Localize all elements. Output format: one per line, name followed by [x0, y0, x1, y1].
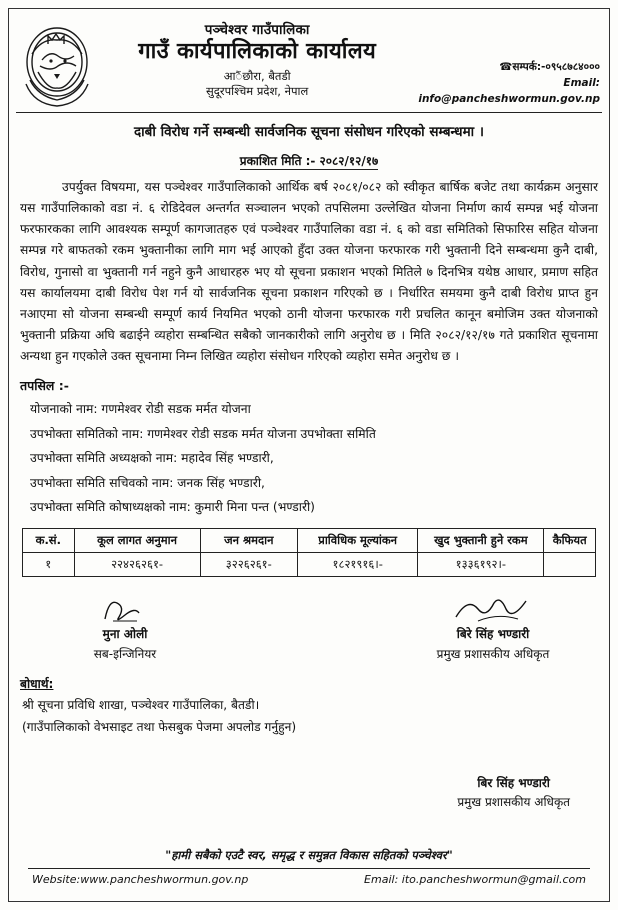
signature-left-name: मुना ओली: [102, 627, 148, 642]
email-address: info@pancheshwormun.gov.np: [418, 92, 600, 105]
signature-right-name: बिरे सिंह भण्डारी: [456, 627, 530, 642]
cell-estimate: २२४२६२६१-: [74, 553, 200, 577]
cell-remarks: [544, 553, 596, 577]
cc-recipient: श्री सूचना प्रविधि शाखा, पञ्चेश्वर गाउँपालिका, बैतडी।: [22, 698, 260, 713]
signature-scribble-right-icon: [408, 595, 578, 625]
signature-right: [408, 595, 578, 663]
municipality-name: पञ्चेश्वर गाउँपालिका: [204, 22, 310, 38]
phone-number: ☎सम्पर्क:-०९५८७८४०००: [499, 61, 600, 73]
tapsil-line-4: उपभोक्ता समिति सचिवको नाम: जनक सिंह भण्डारी,: [30, 475, 265, 490]
footer-email[interactable]: Email: ito.pancheshwormun@gmail.com: [364, 873, 586, 886]
cell-net-payment: १३३६१९२।-: [418, 553, 544, 577]
cc-block: [14, 664, 604, 738]
notice-subject: दाबी विरोध गर्ने सम्बन्धी सार्वजनिक सूचना संसोधन गरिएको सम्बन्धमा ।: [134, 124, 484, 140]
tapsil-line-3: उपभोक्ता समिति अध्यक्षको नाम: महादेव सिंह भण्डारी,: [30, 451, 274, 466]
signature-second-title: प्रमुख प्रशासकीय अधिकृत: [457, 795, 570, 810]
signature-second-name: बिर सिंह भण्डारी: [477, 776, 550, 790]
signature-scribble-left-icon: [40, 595, 210, 625]
tapsil-line-2: उपभोक्ता समितिको नाम: गणमेश्वर रोडी सडक मर्मत योजना उपभोक्ता समिति: [30, 426, 376, 441]
signature-left-title: सब-इन्जिनियर: [93, 646, 157, 661]
nepal-government-emblem-icon: [18, 20, 96, 108]
tapsil-line-1: योजनाको नाम: गणमेश्वर रोडी सडक मर्मत योजना: [30, 402, 251, 417]
page-footer: [28, 848, 590, 886]
amounts-table: [22, 528, 596, 577]
cell-sn: १: [23, 553, 75, 577]
signature-right-title: प्रमुख प्रशासकीय अधिकृत: [436, 646, 550, 661]
cell-technical-eval: १८२१९१६।-: [298, 553, 418, 577]
signature-second-right: [457, 774, 570, 812]
letterhead-titles: [96, 20, 418, 98]
page-content: [14, 14, 604, 896]
col-estimate: कूल लागत अनुमान: [74, 529, 200, 553]
tapsil-heading: तपसिल :-: [20, 378, 69, 394]
office-province: सुदूरपश्चिम प्रदेश, नेपाल: [206, 84, 309, 99]
tapsil-line-5: उपभोक्ता समिति कोषाध्यक्षको नाम: कुमारी मिना पन्त (भण्डारी): [30, 500, 315, 515]
cell-labor: ३२२६२६१-: [200, 553, 297, 577]
col-sn: क.सं.: [23, 529, 75, 553]
signature-row: [14, 595, 604, 663]
published-date-text: प्रकाशित मिति :- २०८२/१२/१७: [239, 154, 379, 168]
letterhead: [14, 14, 604, 110]
email-line: [418, 76, 600, 108]
notice-body: उपर्युक्त विषयमा, यस पञ्चेश्वर गाउँपालिकाको आर्थिक बर्ष २०८१/०८२ को स्वीकृत बार्षिक बजेट तथा कार्यक्रम अनुसार यस गाउँपालिकाको वडा नं. ६ रोडिदेवल अन्तर्गत सञ्चालन भएको तपसिलमा उल्लेखित योजना निर्माण कार्य सम्पन्न भई योजना फरफारकका लागि आवश्यक सम्पूर्ण कागजातहरु एवं पञ्चेश्वर गाउँपालिका वडा नं. ६ को वडा समितिको सिफारिस सहित योजना सम्पन्न गरे बाफतको रकम भुक्तानीका लागि माग भई आएको हुँदा उक्त योजना फरफारक गरी भुक्तानी दिने सम्बन्धमा कुनै दाबी, विरोध, गुनासो वा भुक्तानी गर्न नहुने कुनै आधारहरु भए यो सूचना प्रकाशन भएको मितिले ७ दिनभित्र यथेष्ठ आधार, प्रमाण सहित यस कार्यालयमा दाबी विरोध पेश गर्न यो सार्वजनिक सूचना प्रकाशन गरिएको छ । निर्धारित समयमा कुनै दाबी विरोध प्राप्त हुन नआएमा सो योजना सम्बन्धी सम्पूर्ण कार्य नियमित भएको ठानी योजना फरफारक गरी प्रचलित कानून बमोजिम उक्त योजनाको भुक्तानी प्रक्रिया अघि बढाईने व्यहोरा सम्बन्धित सबैको जानकारीको लागि अनुरोध छ । मिति २०८२/१२/१७ गते प्रकाशित सूचनामा अन्यथा हुन गएकोले उक्त सूचनामा निम्न लिखित व्यहोरा संसोधन गरिएको व्यहोरा समेत अनुरोध छ ।: [20, 180, 598, 364]
office-place: आैंछौरा, बैतडी: [223, 69, 291, 84]
cc-heading: बोधार्थ:: [20, 676, 54, 691]
col-technical-eval: प्राविधिक मूल्यांकन: [298, 529, 418, 553]
office-name: गाउँ कार्यपालिकाको कार्यालय: [138, 39, 377, 65]
col-labor: जन श्रमदान: [200, 529, 297, 553]
contact-block: [418, 20, 600, 107]
email-label: Email:: [563, 76, 600, 89]
signature-left: [40, 595, 210, 663]
footer-website[interactable]: Website:www.pancheshwormun.gov.np: [32, 873, 249, 886]
table-header-row: [23, 529, 596, 553]
col-net-payment: खुद भुक्तानी हुने रकम: [418, 529, 544, 553]
published-date: [14, 152, 604, 169]
footer-slogan: "हामी सबैको एउटै स्वर, समृद्ध र समुन्नत विकास सहितको पञ्चेश्वर": [165, 848, 453, 862]
footer-divider: [28, 868, 590, 869]
footer-contacts: [28, 873, 590, 886]
cc-note: (गाउँपालिकाको वेभसाइट तथा फेसबुक पेजमा अपलोड गर्नुहुन): [22, 719, 297, 734]
table-row: [23, 553, 596, 577]
col-remarks: कैफियत: [544, 529, 596, 553]
